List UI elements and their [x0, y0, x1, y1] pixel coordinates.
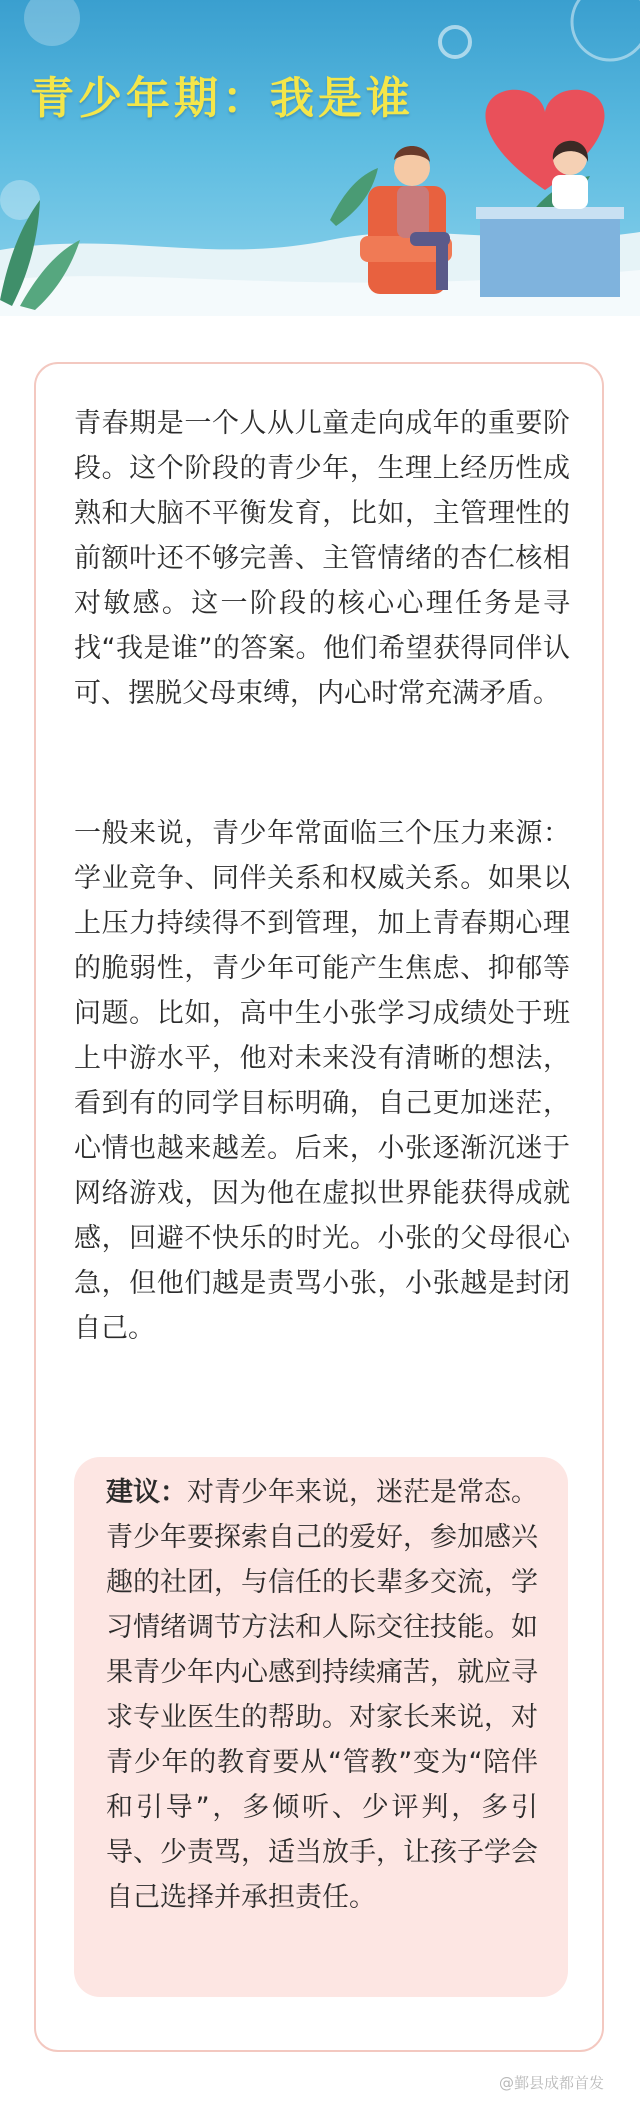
boy-figure: [436, 240, 448, 290]
desk: [480, 215, 620, 297]
bubble-decoration: [572, 0, 640, 60]
header-banner: [0, 0, 640, 316]
advice-text: [106, 1470, 538, 1920]
advice-body: 对青少年来说，迷茫是常态。青少年要探索自己的爱好，参加感兴趣的社团，与信任的长辈多交流，学习情绪调节方法和人际交往技能。如果青少年内心感到持续痛苦，就应寻求专业医生的帮助。对家长来说，对青少年的教育要从“管教”变为“陪伴和引导”，多倾听、少评判，多引导、少责骂，适当放手，让孩子学会自己选择并承担责任。: [106, 1477, 538, 1913]
desk: [476, 207, 624, 219]
advice-label: 建议：: [106, 1477, 187, 1508]
boy-figure: [397, 186, 429, 238]
heart-decoration: [485, 90, 604, 190]
article-paragraph-pressure: 一般来说，青少年常面临三个压力来源：学业竞争、同伴关系和权威关系。如果以上压力持续得不到管理，加上青春期心理的脆弱性，青少年可能产生焦虑、抑郁等问题。比如，高中生小张学习成绩处于班上中游水平，他对未来没有清晰的想法，看到有的同学目标明确，自己更加迷茫，心情也越来越差。后来，小张逐渐沉迷于网络游戏，因为他在虚拟世界能获得成就感，回避不快乐的时光。小张的父母很心急，但他们越是责骂小张，小张越是封闭自己。: [74, 818, 570, 1344]
banner-illustration: [0, 0, 640, 316]
bubble-decoration: [440, 27, 470, 57]
watermark: @鄞县成都首发: [498, 2074, 604, 2092]
article-paragraph-intro: 青春期是一个人从儿童走向成年的重要阶段。这个阶段的青少年，生理上经历性成熟和大脑不平衡发育，比如，主管理性的前额叶还不够完善、主管情绪的杏仁核相对敏感。这一阶段的核心心理任务是寻找“我是谁”的答案。他们希望获得同伴认可、摆脱父母束缚，内心时常充满矛盾。: [74, 408, 570, 709]
bubble-decoration: [24, 0, 80, 46]
counselor-figure: [552, 175, 588, 209]
page-title: 青少年期：我是谁: [30, 73, 414, 124]
